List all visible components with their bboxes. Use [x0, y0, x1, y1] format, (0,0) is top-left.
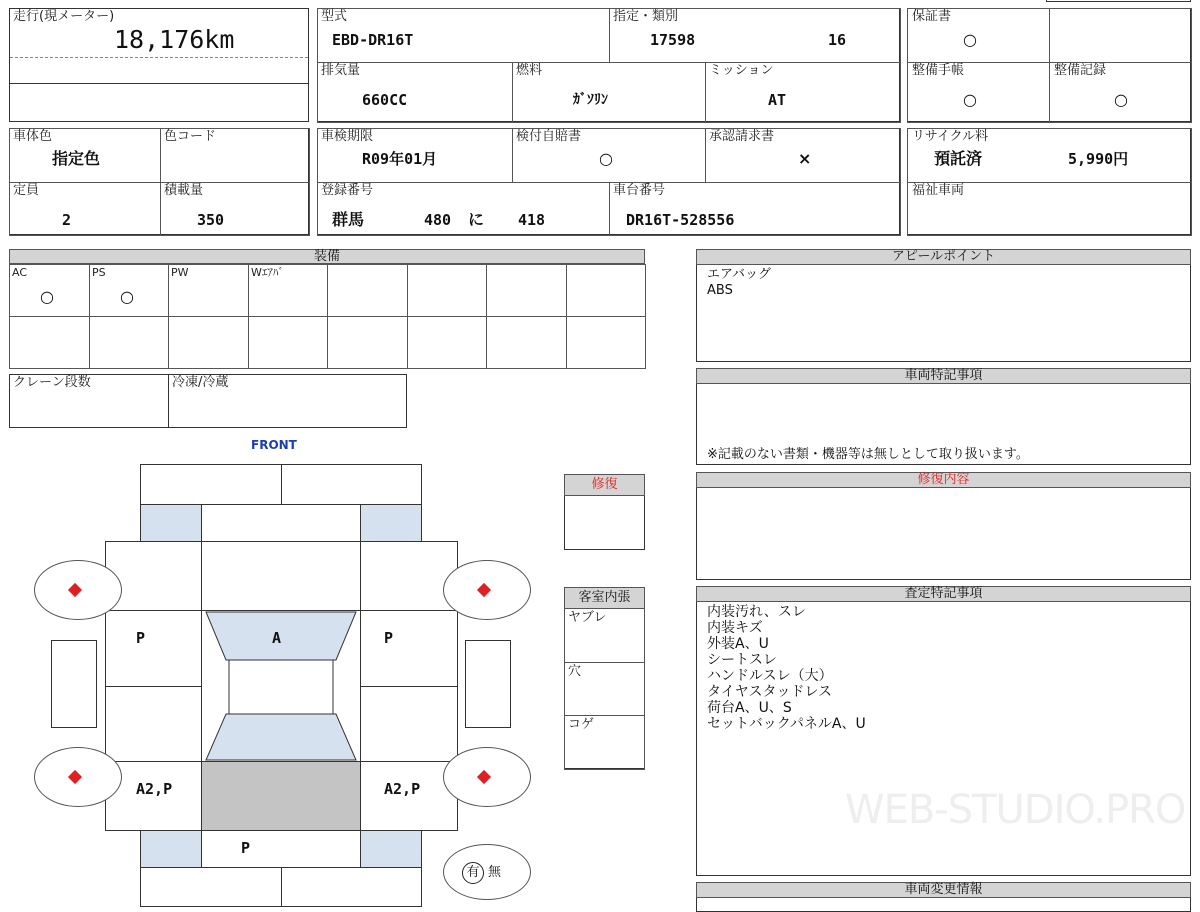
repair-details-title: 修復内容 — [696, 472, 1191, 488]
registration-class: 480 — [424, 211, 452, 229]
equipment-cell — [89, 316, 169, 369]
special-notes-text: ※記載のない書類・機器等は無しとして取り扱います。 — [707, 447, 1029, 462]
interior-item-label: ヤブレ — [568, 610, 607, 625]
warranty-label: 保証書 — [912, 9, 952, 24]
maintenance-book-label: 整備手帳 — [912, 63, 965, 78]
blank-top-right — [1049, 8, 1192, 63]
repair-details-panel — [696, 472, 1191, 580]
load-value: 350 — [197, 211, 225, 229]
registration-label: 登録番号 — [321, 183, 374, 198]
inspection-section — [317, 128, 900, 235]
crane-label: クレーン段数 — [13, 375, 91, 390]
recycle-amount: 5,990円 — [1068, 150, 1129, 168]
warranty-mark: ○ — [963, 30, 977, 49]
transmission-cell — [705, 62, 901, 123]
rear-right-corner — [360, 830, 422, 868]
mark-left-front: P — [136, 629, 146, 647]
left-rear-door — [105, 686, 202, 762]
interior-title: 客室内張 — [564, 587, 645, 609]
displacement-label: 排気量 — [321, 63, 361, 78]
spare-no: 無 — [488, 865, 502, 880]
approval-request-label: 承認請求書 — [709, 129, 775, 144]
mark-right-front: P — [384, 629, 394, 647]
model-section — [317, 8, 900, 122]
roof — [229, 660, 333, 714]
body-color-cell — [9, 128, 161, 183]
vehicle-change-panel — [696, 882, 1191, 912]
insurance-cert-mark: ○ — [599, 149, 613, 168]
records-section — [907, 8, 1191, 122]
model-value: EBD-DR16T — [332, 31, 414, 49]
appeal-text: エアバッグ ABS — [707, 267, 771, 298]
interior-item — [564, 608, 645, 663]
equipment-label: PS — [92, 266, 106, 279]
recycle-status: 預託済 — [934, 149, 983, 168]
registration-kana: に — [468, 210, 485, 229]
assessment-title: 査定特記事項 — [696, 586, 1191, 602]
left-side-step — [51, 640, 97, 728]
equipment-label: Wｴｱﾊﾞ — [251, 266, 284, 279]
spare-yes: 有 — [462, 862, 484, 884]
transmission-value: AT — [768, 91, 787, 109]
designation-label: 指定・類別 — [613, 9, 679, 24]
appeal-title: アピールポイント — [696, 249, 1191, 265]
capacity-value: 2 — [62, 211, 72, 229]
maintenance-book-mark: ○ — [963, 90, 977, 109]
maintenance-record-cell — [1049, 62, 1192, 123]
displacement-cell — [317, 62, 513, 123]
approval-request-mark: × — [798, 149, 812, 168]
vehicle-diagram — [30, 464, 535, 900]
recycle-section — [907, 128, 1191, 235]
interior-item-label: 穴 — [568, 664, 582, 679]
inspection-expiry-cell — [317, 128, 513, 183]
spare-tire-indicator — [443, 844, 531, 900]
equipment-cell — [566, 264, 646, 317]
displacement-value: 660CC — [362, 91, 408, 109]
watermark: WEB-STUDIO.PRO — [845, 787, 1186, 833]
left-front-fender — [105, 541, 202, 611]
color-code-label: 色コード — [164, 129, 217, 144]
inspection-expiry-value: R09年01月 — [362, 150, 438, 168]
load-cell — [160, 182, 310, 236]
vehicle-change-title: 車両変更情報 — [696, 882, 1191, 898]
equipment-cell — [9, 264, 90, 317]
mileage-box — [9, 8, 309, 122]
equipment-cell — [566, 316, 646, 369]
inspection-expiry-label: 車検期限 — [321, 129, 374, 144]
maintenance-record-mark: ○ — [1114, 90, 1128, 109]
equipment-cell — [486, 264, 567, 317]
equipment-cell — [486, 316, 567, 369]
fuel-cell — [512, 62, 706, 123]
crane-cell — [9, 374, 169, 428]
rear-window — [206, 714, 356, 760]
fuel-value: ｶﾞｿﾘﾝ — [573, 92, 608, 108]
interior-item-label: コゲ — [568, 717, 595, 732]
insurance-cert-label: 検付自賠書 — [516, 129, 582, 144]
cargo-bed — [201, 761, 361, 831]
model-label: 型式 — [321, 9, 348, 24]
chassis-value: DR16T-528556 — [626, 211, 735, 229]
body-color-label: 車体色 — [13, 129, 53, 144]
equipment-mark: ○ — [120, 287, 134, 306]
transmission-label: ミッション — [709, 63, 774, 78]
mileage-dashed-line — [10, 57, 308, 58]
repair-box-title: 修復 — [564, 474, 645, 496]
recycle-cell — [907, 128, 1192, 183]
welfare-cell — [907, 182, 1192, 236]
special-notes-title: 車両特記事項 — [696, 368, 1191, 384]
assessment-text: 内装汚れ、スレ 内装キズ 外装A、U シートスレ ハンドルスレ（大） タイヤスタッドレス 荷台A、U、S セットバックパネルA、U — [707, 604, 866, 732]
fuel-label: 燃料 — [516, 63, 543, 78]
equipment-cell — [9, 316, 90, 369]
front-label: FRONT — [251, 438, 297, 452]
recycle-label: リサイクル料 — [912, 129, 989, 144]
designation-cell — [609, 8, 901, 63]
chassis-cell — [609, 182, 901, 236]
capacity-cell — [9, 182, 161, 236]
registration-cell — [317, 182, 610, 236]
color-section — [9, 128, 309, 235]
designation-number: 17598 — [650, 31, 696, 49]
equipment-cell — [407, 316, 487, 369]
freezer-label: 冷凍/冷蔵 — [172, 375, 229, 390]
equipment-cell — [248, 264, 328, 317]
interior-box — [564, 587, 645, 769]
warranty-cell — [907, 8, 1050, 63]
right-rear-door — [360, 686, 458, 762]
equipment-label: AC — [12, 266, 28, 279]
equipment-cell — [407, 264, 487, 317]
left-front-door — [105, 610, 202, 687]
equipment-cell — [168, 316, 249, 369]
rear-panel — [201, 830, 361, 868]
insurance-cert-cell — [512, 128, 706, 183]
freezer-cell — [168, 374, 407, 428]
designation-category: 16 — [828, 31, 847, 49]
front-panel — [201, 504, 361, 542]
appeal-panel — [696, 249, 1191, 362]
chassis-label: 車台番号 — [613, 183, 666, 198]
front-bumper-left — [140, 464, 282, 505]
mark-right-rear: A2,P — [384, 780, 421, 798]
mileage-divider — [10, 83, 308, 84]
special-notes-panel — [696, 368, 1191, 465]
equipment-cell — [327, 316, 408, 369]
mark-center: A — [272, 629, 282, 647]
right-front-door — [360, 610, 458, 687]
equipment-label: PW — [171, 266, 189, 279]
front-right-corner — [360, 504, 422, 542]
mileage-value: 18,176km — [114, 25, 235, 54]
equipment-cell — [248, 316, 328, 369]
interior-item — [564, 662, 645, 716]
capacity-label: 定員 — [13, 183, 40, 198]
top-stub-line — [1046, 0, 1191, 2]
assessment-panel — [696, 586, 1191, 876]
right-side-step — [465, 640, 511, 728]
mark-left-rear: A2,P — [136, 780, 173, 798]
equipment-table — [9, 249, 645, 369]
hood — [201, 541, 361, 611]
front-left-corner — [140, 504, 202, 542]
equipment-cell — [168, 264, 249, 317]
approval-request-cell — [705, 128, 901, 183]
body-color-value: 指定色 — [52, 149, 101, 168]
load-label: 積載量 — [164, 183, 204, 198]
welfare-label: 福祉車両 — [912, 183, 965, 198]
color-code-cell — [160, 128, 310, 183]
right-front-fender — [360, 541, 458, 611]
rear-bumper-left — [140, 867, 282, 907]
front-bumper-right — [281, 464, 422, 505]
mark-rear: P — [241, 839, 251, 857]
model-cell — [317, 8, 610, 63]
interior-item — [564, 715, 645, 770]
registration-number: 418 — [518, 211, 546, 229]
mileage-label: 走行(現メーター) — [13, 9, 115, 24]
maintenance-book-cell — [907, 62, 1050, 123]
equipment-title: 装備 — [9, 249, 645, 264]
equipment-cell — [89, 264, 169, 317]
rear-bumper-right — [281, 867, 422, 907]
equipment-mark: ○ — [40, 287, 54, 306]
equipment-cell — [327, 264, 408, 317]
registration-region: 群馬 — [332, 210, 365, 229]
maintenance-record-label: 整備記録 — [1054, 63, 1107, 78]
rear-left-corner — [140, 830, 202, 868]
repair-box — [564, 474, 645, 550]
